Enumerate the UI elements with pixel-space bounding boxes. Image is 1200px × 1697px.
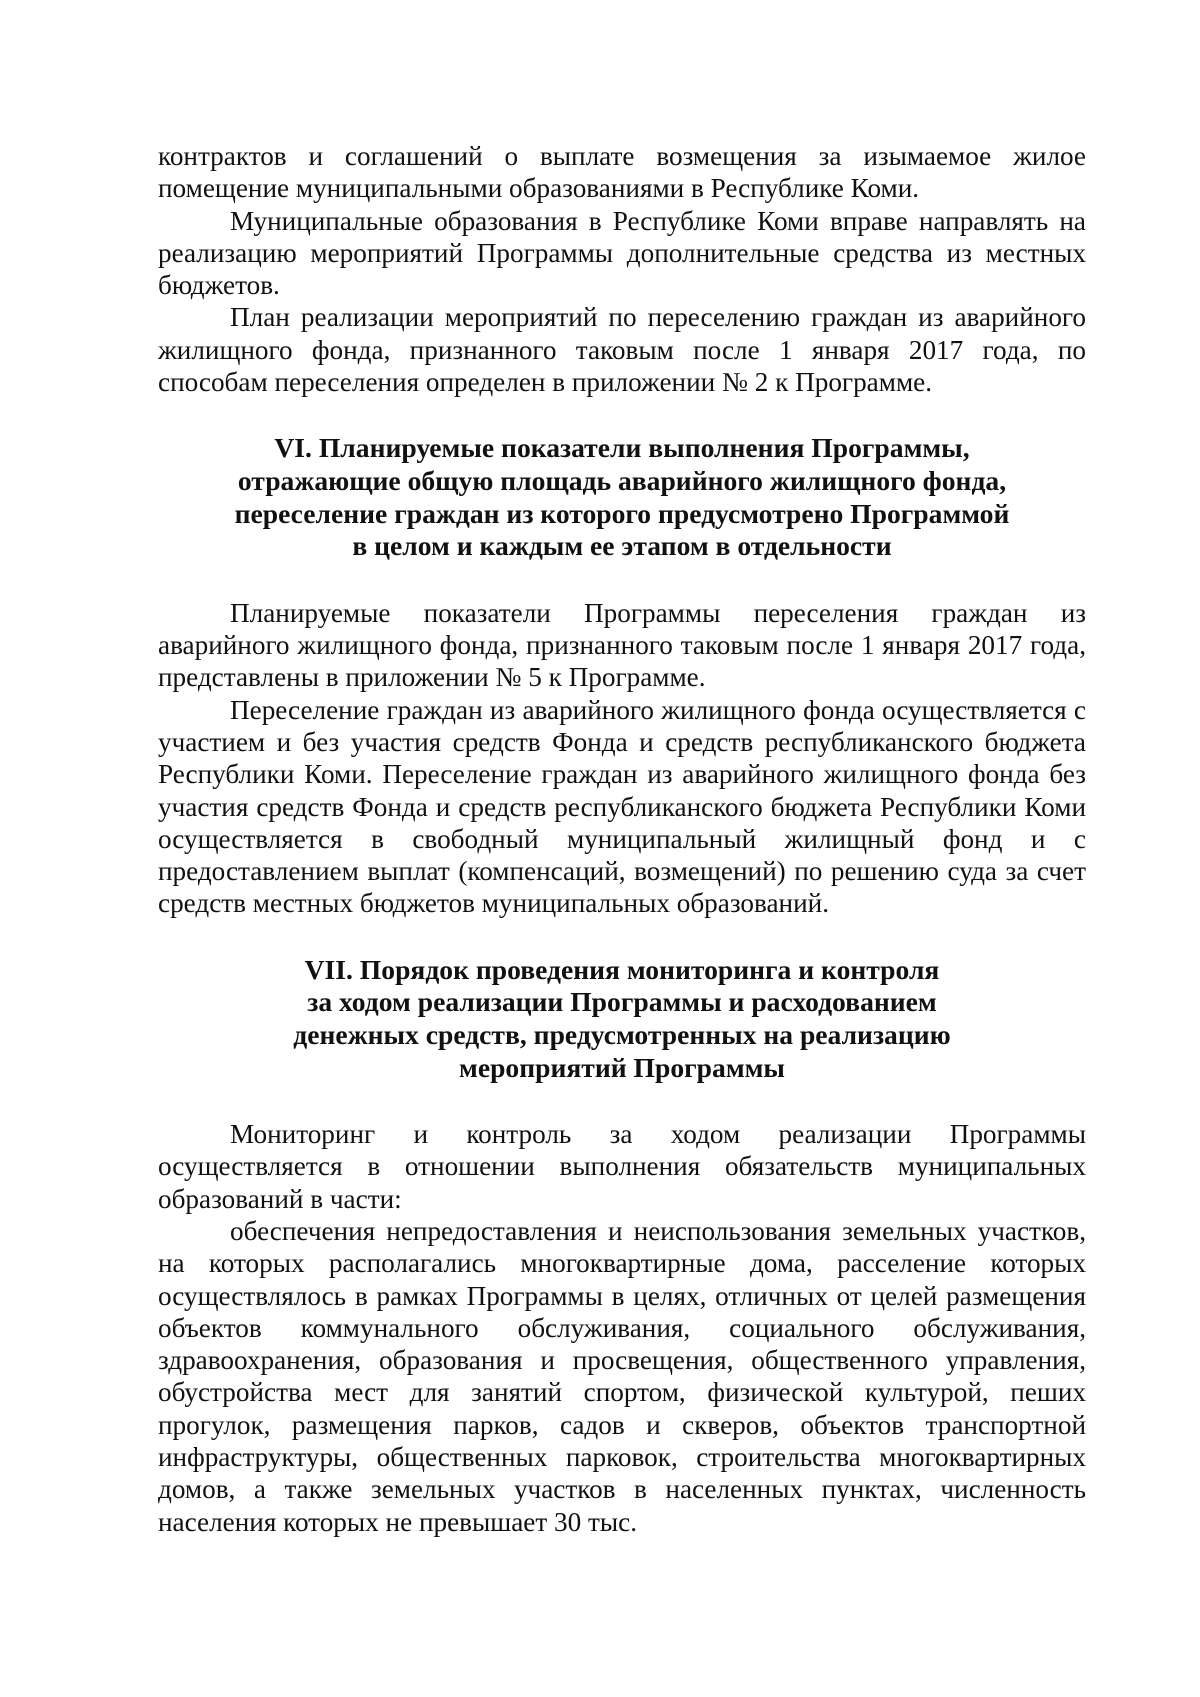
section-6-heading xyxy=(158,432,1086,562)
section-6-heading-line: переселение граждан из которого предусмотрено Программой xyxy=(234,497,1010,529)
paragraph-monitoring: Мониторинг и контроль за ходом реализации Программы осуществляется в отношении выполнения обязательств муниципальных образований в части: xyxy=(158,1119,1086,1214)
section-7-heading-line: VII. Порядок проведения мониторинга и контроля xyxy=(304,953,940,985)
section-6-heading-line: отражающие общую площадь аварийного жилищного фонда, xyxy=(237,464,1007,496)
section-7-heading-line: мероприятий Программы xyxy=(459,1051,785,1083)
paragraph-additional-funds: Муниципальные образования в Республике Коми вправе направлять на реализацию мероприятий Программы дополнительные средства из местных бюджетов. xyxy=(158,205,1086,301)
paragraph-resettlement-funding: Переселение граждан из аварийного жилищного фонда осуществляется с участием и без участия средств Фонда и средств республиканского бюджета Республики Коми. Переселение граждан из аварийного жилищного фонда без участия средств Фонда и средств республиканского бюджета Республики Коми осуществляется в свободный муниципальный жилищный фонд и с предоставлением выплат (компенсаций, возмещений) по решению суда за счет средств местных бюджетов муниципальных образований. xyxy=(158,694,1086,919)
section-7-heading xyxy=(158,954,1086,1084)
paragraph-resettlement-plan: План реализации мероприятий по переселению граждан из аварийного жилищного фонда, признанного таковым после 1 января 2017 года, по способам переселения определен в приложении № 2 к Программе. xyxy=(158,302,1086,398)
section-6-heading-line: в целом и каждым ее этапом в отдельности xyxy=(352,530,892,562)
document-page xyxy=(158,140,1086,1538)
section-7-heading-line: за ходом реализации Программы и расходованием xyxy=(307,986,937,1018)
section-7-heading-line: денежных средств, предусмотренных на реализацию xyxy=(293,1018,951,1050)
paragraph-land-use-obligations: обеспечения непредоставления и неиспользования земельных участков, на которых располагались многоквартирные дома, расселение которых осуществлялось в рамках Программы в целях, отличных от целей размещения объектов коммунального обслуживания, социального обслуживания, здравоохранения, образования и просвещения, общественного управления, обустройства мест для занятий спортом, физической культурой, пеших прогулок, размещения парков, садов и скверов, объектов транспортной инфраструктуры, общественных парковок, строительства многоквартирных домов, а также земельных участков в населенных пунктах, численность населения которых не превышает 30 тыс. xyxy=(158,1215,1086,1537)
paragraph-continuation: контрактов и соглашений о выплате возмещения за изымаемое жилое помещение муниципальными образованиями в Республике Коми. xyxy=(158,141,1086,204)
section-6-heading-line: VI. Планируемые показатели выполнения Программы, xyxy=(274,432,970,464)
paragraph-planned-indicators: Планируемые показатели Программы переселения граждан из аварийного жилищного фонда, признанного таковым после 1 января 2017 года, представлены в приложении № 5 к Программе. xyxy=(158,597,1086,693)
